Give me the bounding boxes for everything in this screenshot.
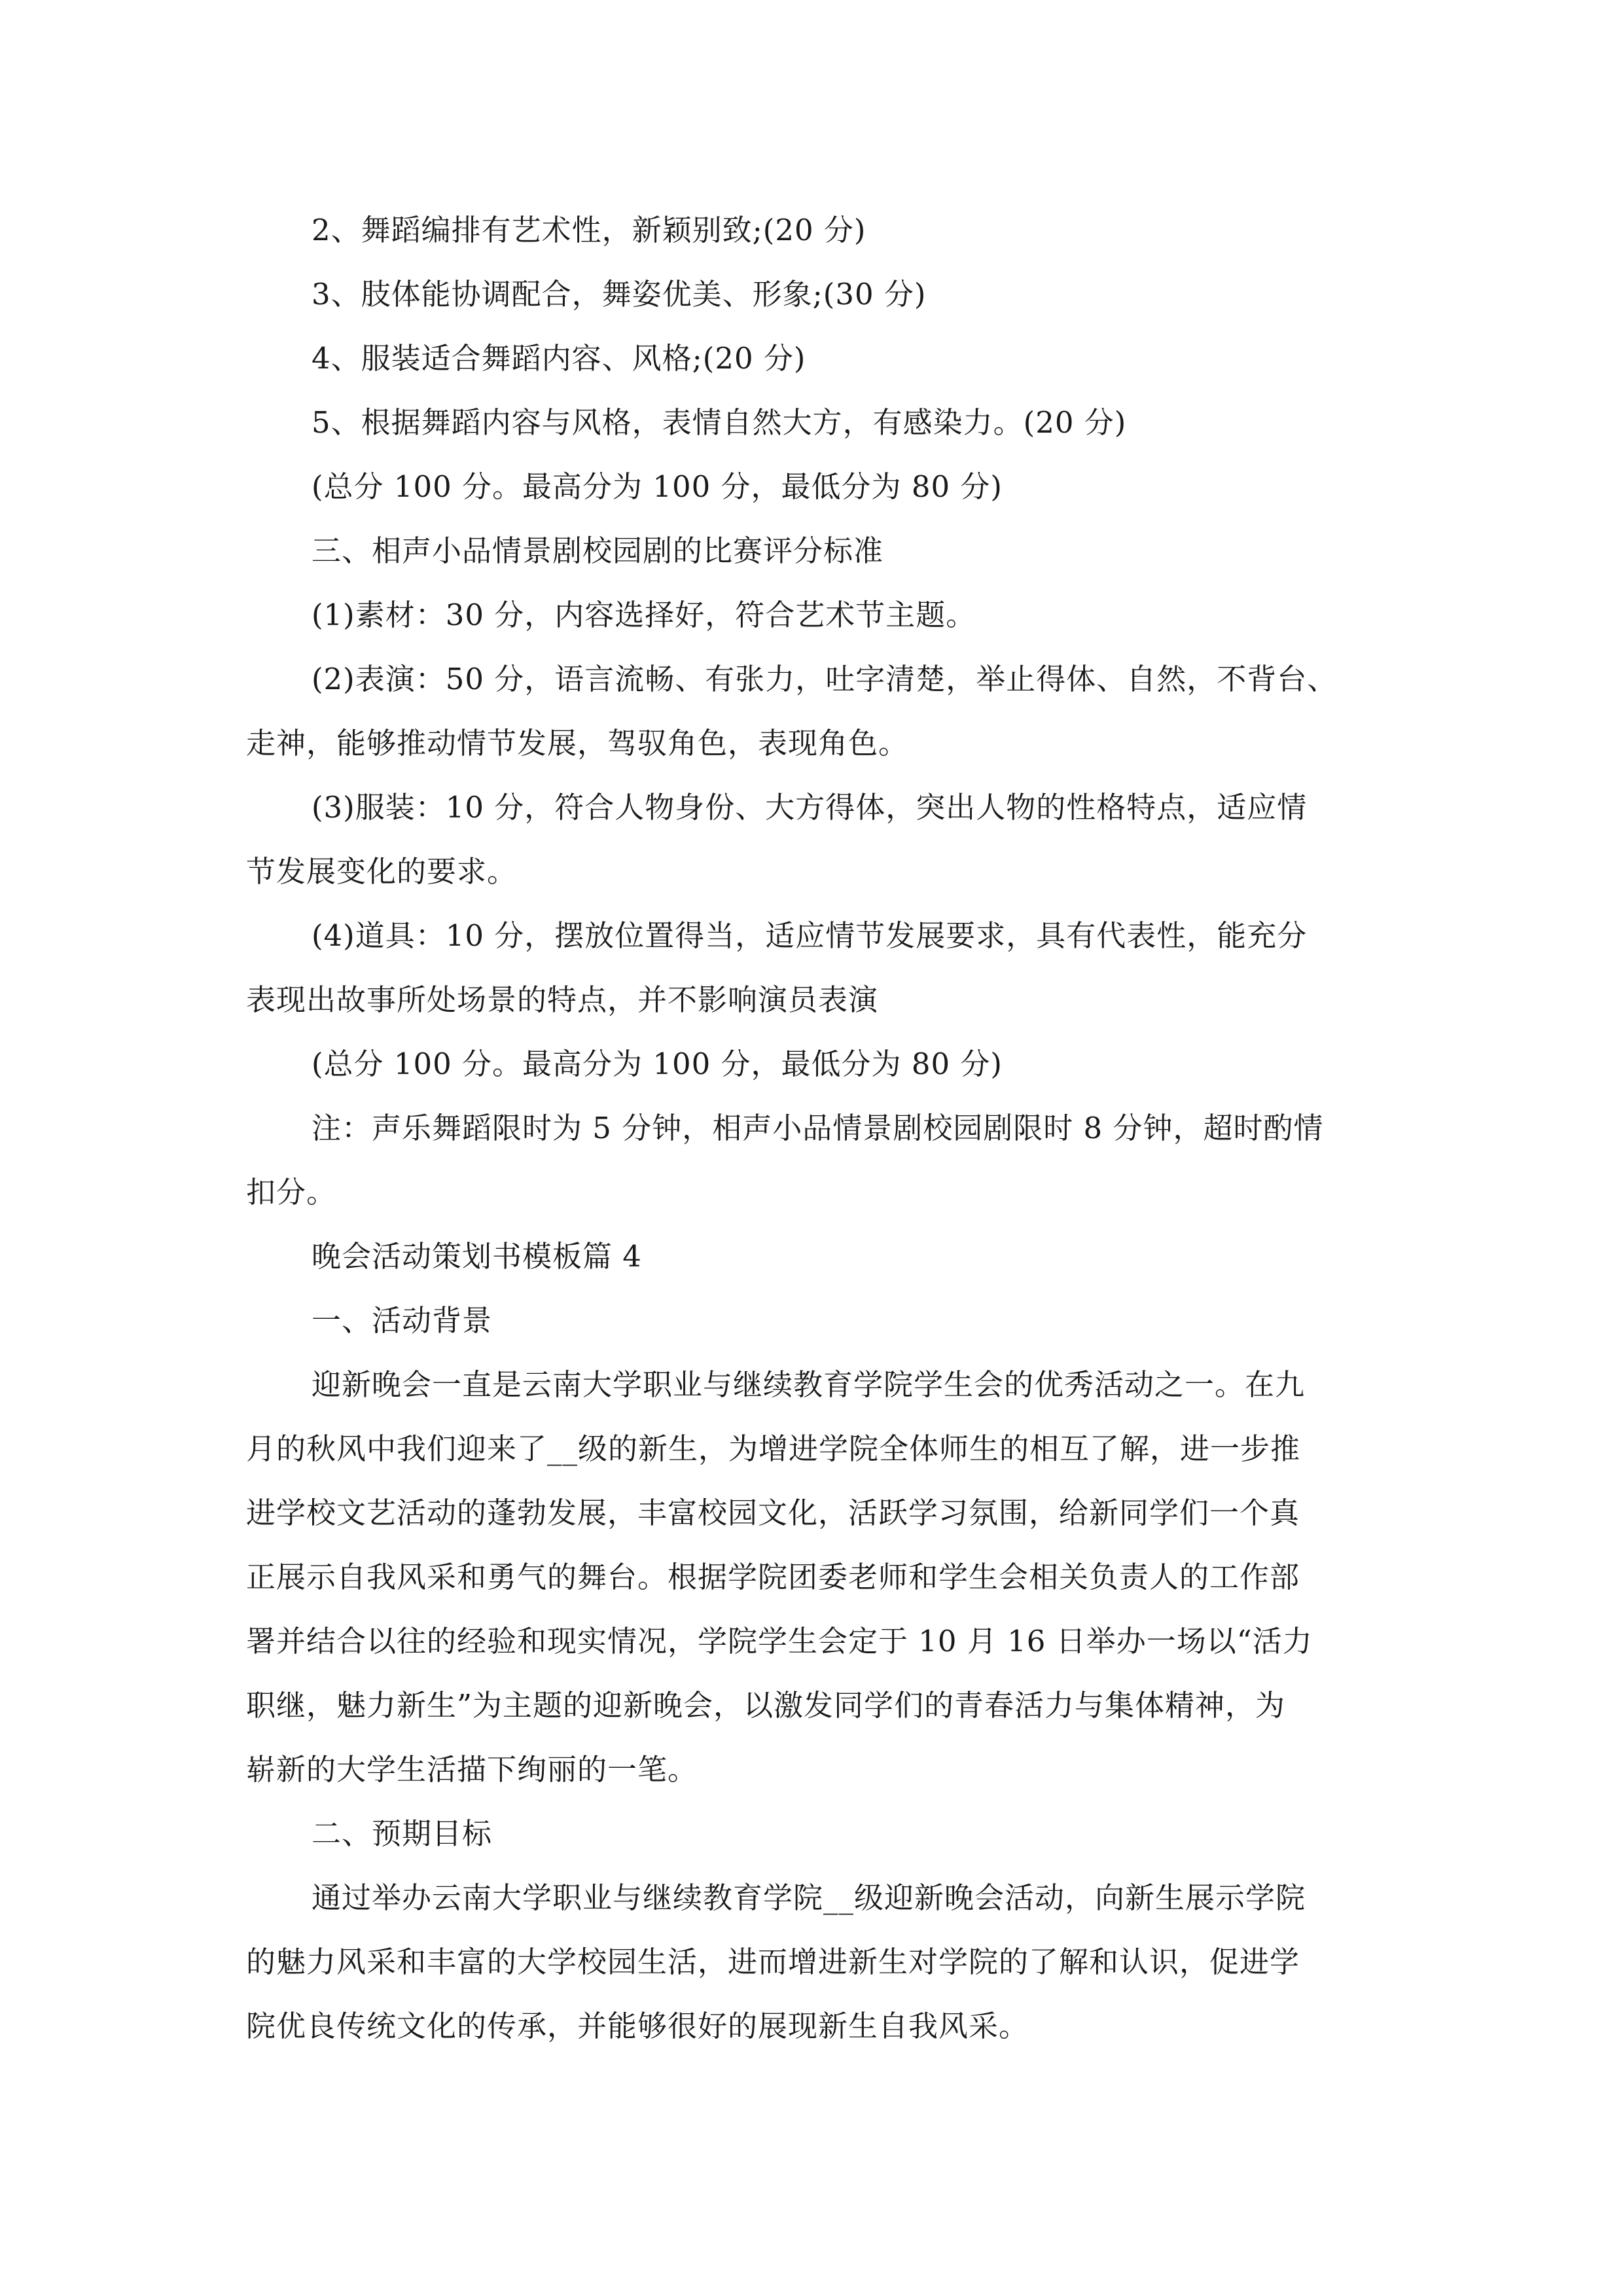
- text-line: (1)素材：30 分，内容选择好，符合艺术节主题。: [312, 598, 976, 632]
- text-line: 进学校文艺活动的蓬勃发展，丰富校园文化，活跃学习氛围，给新同学们一个真: [246, 1496, 1300, 1530]
- text-line: 通过举办云南大学职业与继续教育学院__级迎新晚会活动，向新生展示学院: [312, 1880, 1306, 1915]
- text-line: (3)服装：10 分，符合人物身份、大方得体，突出人物的性格特点，适应情: [312, 790, 1308, 825]
- text-line: 正展示自我风采和勇气的舞台。根据学院团委老师和学生会相关负责人的工作部: [246, 1560, 1300, 1594]
- text-line: 职继，魅力新生”为主题的迎新晚会，以激发同学们的青春活力与集体精神，为: [246, 1688, 1286, 1723]
- text-line: 3、肢体能协调配合，舞姿优美、形象;(30 分): [312, 277, 927, 312]
- text-line: 5、根据舞蹈内容与风格，表情自然大方，有感染力。(20 分): [312, 405, 1127, 440]
- text-line: (总分 100 分。最高分为 100 分，最低分为 80 分): [312, 469, 1003, 504]
- text-line: (总分 100 分。最高分为 100 分，最低分为 80 分): [312, 1047, 1003, 1081]
- note-line: 扣分。: [246, 1175, 337, 1210]
- section-heading: 三、相声小品情景剧校园剧的比赛评分标准: [312, 533, 884, 568]
- text-line: 走神，能够推动情节发展，驾驭角色，表现角色。: [246, 726, 909, 761]
- note-line: 注：声乐舞蹈限时为 5 分钟，相声小品情景剧校园剧限时 8 分钟，超时酌情: [312, 1111, 1324, 1145]
- text-line: 崭新的大学生活描下绚丽的一笔。: [246, 1752, 698, 1787]
- text-line: 表现出故事所处场景的特点，并不影响演员表演: [246, 982, 879, 1017]
- text-line: (4)道具：10 分，摆放位置得当，适应情节发展要求，具有代表性，能充分: [312, 918, 1308, 953]
- text-line: 4、服装适合舞蹈内容、风格;(20 分): [312, 341, 806, 376]
- article-title: 晚会活动策划书模板篇 4: [312, 1239, 642, 1274]
- text-line: 院优良传统文化的传承，并能够很好的展现新生自我风采。: [246, 2009, 1029, 2043]
- section-heading: 二、预期目标: [312, 1816, 493, 1851]
- section-heading: 一、活动背景: [312, 1303, 493, 1338]
- text-line: 署并结合以往的经验和现实情况，学院学生会定于 10 月 16 日举办一场以“活力: [246, 1624, 1313, 1659]
- text-line: 月的秋风中我们迎来了__级的新生，为增进学院全体师生的相互了解，进一步推: [246, 1431, 1301, 1466]
- text-line: (2)表演：50 分，语言流畅、有张力，吐字清楚，举止得体、自然，不背台、: [312, 662, 1338, 696]
- text-line: 的魅力风采和丰富的大学校园生活，进而增进新生对学院的了解和认识，促进学: [246, 1945, 1300, 1979]
- text-line: 迎新晚会一直是云南大学职业与继续教育学院学生会的优秀活动之一。在九: [312, 1367, 1306, 1402]
- text-line: 节发展变化的要求。: [246, 854, 518, 889]
- text-line: 2、舞蹈编排有艺术性，新颖别致;(20 分): [312, 213, 866, 247]
